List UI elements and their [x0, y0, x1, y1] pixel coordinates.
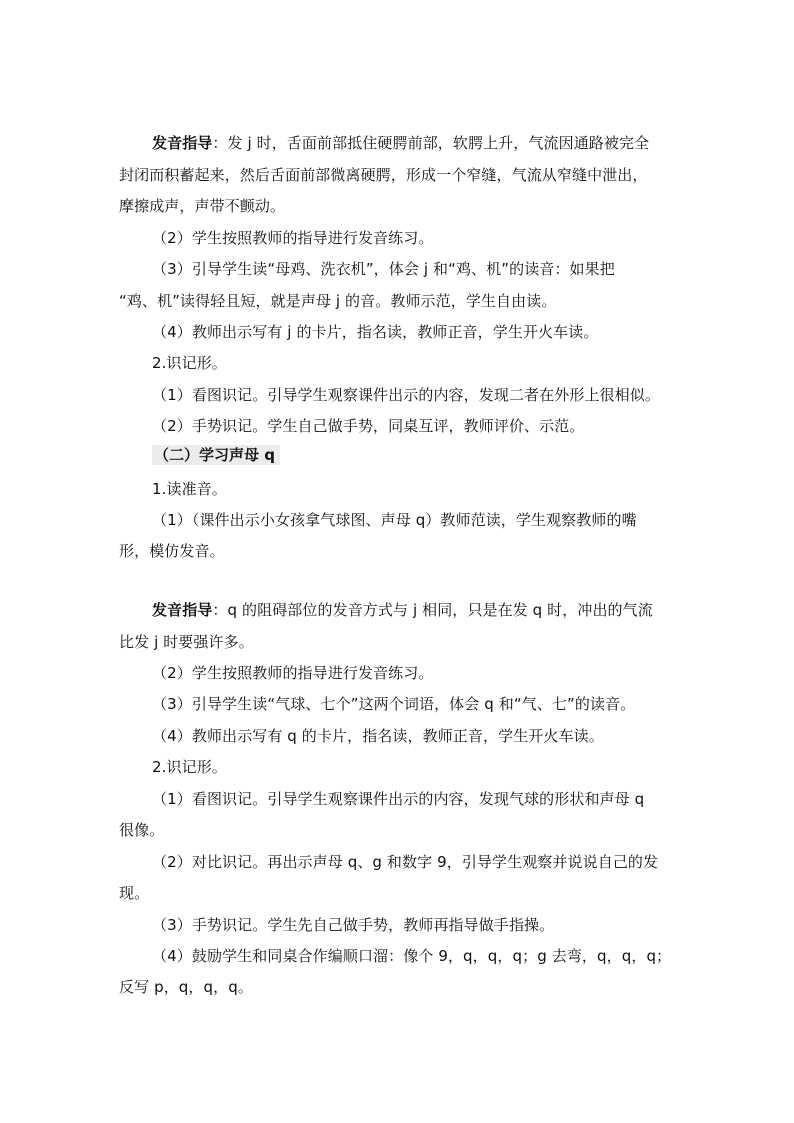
q-shape-3: （3）手势识记。学生先自己做手势，教师再指导做手指操。	[152, 916, 555, 934]
j-shape-title: 2.识记形。	[152, 354, 227, 372]
q-pronunciation-text-1: ：q 的阻碍部位的发音方式与 j 相同，只是在发 q 时，冲出的气流	[212, 601, 653, 619]
q-pronunciation-line-1	[152, 600, 653, 620]
q-read-1-line-2: 形，模仿发音。	[119, 542, 225, 560]
q-shape-1-line-1: （1）看图识记。引导学生观察课件出示的内容，发现气球的形状和声母 q	[152, 790, 645, 808]
q-shape-4-line-2: 反写 p，q，q，q。	[119, 978, 253, 996]
j-shape-2: （2）手势识记。学生自己做手势，同桌互评，教师评价、示范。	[152, 417, 585, 435]
j-step-2: （2）学生按照教师的指导进行发音练习。	[152, 229, 434, 247]
j-step-3-line-2: “鸡、机”读得轻且短，就是声母 j 的音。教师示范，学生自由读。	[119, 292, 557, 310]
j-shape-1: （1）看图识记。引导学生观察课件出示的内容，发现二者在外形上很相似。	[152, 386, 660, 404]
j-pronunciation-line-2: 封闭而积蓄起来，然后舌面前部微离硬腭，形成一个窄缝，气流从窄缝中泄出，	[119, 166, 648, 184]
q-pronunciation-line-2: 比发 j 时要强许多。	[119, 633, 254, 651]
q-shape-2-line-2: 现。	[119, 884, 150, 902]
j-step-3-line-1: （3）引导学生读“母鸡、洗衣机”，体会 j 和“鸡、机”的读音：如果把	[152, 260, 615, 278]
q-step-2: （2）学生按照教师的指导进行发音练习。	[152, 664, 434, 682]
q-step-4: （4）教师出示写有 q 的卡片，指名读，教师正音，学生开火车读。	[152, 727, 604, 745]
q-shape-2-line-1: （2）对比识记。再出示声母 q、g 和数字 9，引导学生观察并说说自己的发	[152, 853, 659, 871]
j-pronunciation-line-3: 摩擦成声，声带不颤动。	[119, 197, 286, 215]
section-q-heading: （二）学习声母 q	[154, 446, 275, 464]
q-step-3: （3）引导学生读“气球、七个”这两个词语，体会 q 和“气、七”的读音。	[152, 695, 636, 713]
q-read-title: 1.读准音。	[152, 480, 227, 498]
q-shape-4-line-1: （4）鼓励学生和同桌合作编顺口溜：像个 9，q，q，q；g 去弯，q，q，q；	[152, 947, 672, 965]
q-read-1-line-1: （1）（课件出示小女孩拿气球图、声母 q）教师范读，学生观察教师的嘴	[152, 511, 637, 529]
j-pronunciation-line-1	[152, 133, 649, 153]
q-shape-1-line-2: 很像。	[119, 821, 165, 839]
j-pronunciation-text-1: ：发 j 时，舌面前部抵住硬腭前部，软腭上升，气流因通路被完全	[212, 134, 650, 152]
j-pronunciation-label: 发音指导	[152, 134, 213, 152]
j-step-4: （4）教师出示写有 j 的卡片，指名读，教师正音，学生开火车读。	[152, 323, 599, 341]
q-shape-title: 2.识记形。	[152, 758, 227, 776]
q-pronunciation-label: 发音指导	[152, 601, 213, 619]
